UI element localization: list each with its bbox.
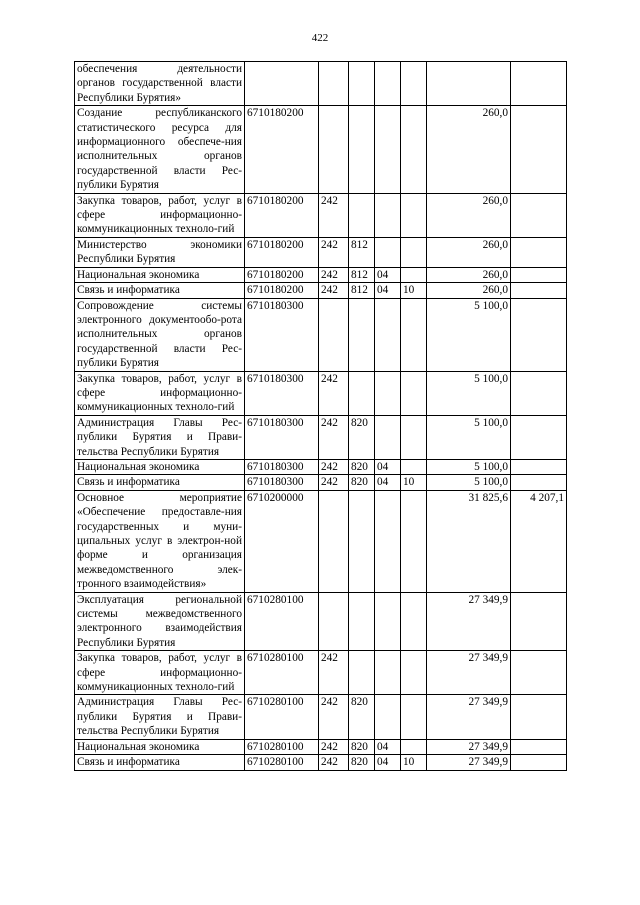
amount-extra-cell xyxy=(511,459,567,474)
administrator-code-cell: 812 xyxy=(349,267,375,282)
row-name-cell: Национальная экономика xyxy=(75,739,245,754)
section-code-cell: 04 xyxy=(375,739,401,754)
subsection-code-cell xyxy=(401,459,427,474)
row-name-cell: Связь и информатика xyxy=(75,475,245,490)
amount-extra-cell xyxy=(511,475,567,490)
target-article-code-cell: 6710280100 xyxy=(245,651,319,695)
row-name-cell: Закупка товаров, работ, услуг в сфере информационно-коммуникационных техноло-гий xyxy=(75,193,245,237)
amount-extra-cell xyxy=(511,298,567,371)
row-name-cell: Национальная экономика xyxy=(75,459,245,474)
expense-type-cell: 242 xyxy=(319,755,349,770)
amount-extra-cell xyxy=(511,415,567,459)
table-row xyxy=(75,283,567,298)
amount-cell: 31 825,6 xyxy=(427,490,511,592)
subsection-code-cell xyxy=(401,298,427,371)
amount-cell: 5 100,0 xyxy=(427,475,511,490)
amount-cell: 260,0 xyxy=(427,267,511,282)
row-name-cell: Создание республиканского статистического ресурса для информационного обеспече-ния исполнительных органов государственной власти Рес-публики Бурятия xyxy=(75,106,245,193)
section-code-cell xyxy=(375,415,401,459)
table-row xyxy=(75,475,567,490)
row-name-cell: обеспечения деятельности органов государственной власти Республики Бурятия» xyxy=(75,62,245,106)
section-code-cell: 04 xyxy=(375,755,401,770)
target-article-code-cell: 6710180300 xyxy=(245,371,319,415)
amount-extra-cell xyxy=(511,695,567,739)
amount-extra-cell: 4 207,1 xyxy=(511,490,567,592)
expense-type-cell xyxy=(319,298,349,371)
amount-cell: 5 100,0 xyxy=(427,371,511,415)
table-row xyxy=(75,490,567,592)
row-name-cell: Национальная экономика xyxy=(75,267,245,282)
expense-type-cell xyxy=(319,490,349,592)
administrator-code-cell: 812 xyxy=(349,283,375,298)
expense-type-cell: 242 xyxy=(319,475,349,490)
row-name-cell: Сопровождение системы электронного документообо-рота исполнительных органов государственной власти Рес-публики Бурятия xyxy=(75,298,245,371)
administrator-code-cell: 820 xyxy=(349,459,375,474)
section-code-cell: 04 xyxy=(375,267,401,282)
subsection-code-cell: 10 xyxy=(401,283,427,298)
section-code-cell xyxy=(375,298,401,371)
expense-type-cell xyxy=(319,106,349,193)
subsection-code-cell xyxy=(401,371,427,415)
administrator-code-cell xyxy=(349,193,375,237)
table-row xyxy=(75,193,567,237)
target-article-code-cell: 6710180200 xyxy=(245,237,319,267)
amount-extra-cell xyxy=(511,739,567,754)
table-row xyxy=(75,415,567,459)
table-row xyxy=(75,695,567,739)
expense-type-cell: 242 xyxy=(319,651,349,695)
subsection-code-cell xyxy=(401,267,427,282)
section-code-cell xyxy=(375,106,401,193)
expense-type-cell: 242 xyxy=(319,415,349,459)
amount-cell: 27 349,9 xyxy=(427,651,511,695)
target-article-code-cell: 6710180200 xyxy=(245,283,319,298)
budget-table xyxy=(74,61,567,771)
amount-cell: 5 100,0 xyxy=(427,415,511,459)
page-number: 422 xyxy=(311,32,329,44)
expense-type-cell: 242 xyxy=(319,193,349,237)
amount-cell: 27 349,9 xyxy=(427,695,511,739)
row-name-cell: Закупка товаров, работ, услуг в сфере информационно-коммуникационных техноло-гий xyxy=(75,651,245,695)
expense-type-cell xyxy=(319,62,349,106)
table-row xyxy=(75,62,567,106)
subsection-code-cell: 10 xyxy=(401,755,427,770)
subsection-code-cell xyxy=(401,739,427,754)
section-code-cell xyxy=(375,371,401,415)
amount-extra-cell xyxy=(511,283,567,298)
section-code-cell xyxy=(375,695,401,739)
administrator-code-cell xyxy=(349,592,375,651)
amount-cell: 27 349,9 xyxy=(427,739,511,754)
section-code-cell xyxy=(375,651,401,695)
table-row xyxy=(75,755,567,770)
table-row xyxy=(75,106,567,193)
expense-type-cell: 242 xyxy=(319,739,349,754)
amount-cell: 27 349,9 xyxy=(427,592,511,651)
target-article-code-cell: 6710280100 xyxy=(245,695,319,739)
subsection-code-cell xyxy=(401,106,427,193)
expense-type-cell xyxy=(319,592,349,651)
amount-extra-cell xyxy=(511,267,567,282)
administrator-code-cell: 820 xyxy=(349,695,375,739)
section-code-cell: 04 xyxy=(375,283,401,298)
amount-extra-cell xyxy=(511,193,567,237)
table-row xyxy=(75,592,567,651)
target-article-code-cell: 6710180200 xyxy=(245,193,319,237)
expense-type-cell: 242 xyxy=(319,267,349,282)
section-code-cell: 04 xyxy=(375,475,401,490)
amount-cell: 5 100,0 xyxy=(427,459,511,474)
table-row xyxy=(75,237,567,267)
target-article-code-cell xyxy=(245,62,319,106)
target-article-code-cell: 6710200000 xyxy=(245,490,319,592)
expense-type-cell: 242 xyxy=(319,695,349,739)
amount-cell xyxy=(427,62,511,106)
section-code-cell xyxy=(375,490,401,592)
section-code-cell xyxy=(375,62,401,106)
subsection-code-cell xyxy=(401,62,427,106)
subsection-code-cell: 10 xyxy=(401,475,427,490)
administrator-code-cell: 820 xyxy=(349,755,375,770)
target-article-code-cell: 6710180300 xyxy=(245,475,319,490)
amount-extra-cell xyxy=(511,592,567,651)
target-article-code-cell: 6710280100 xyxy=(245,739,319,754)
subsection-code-cell xyxy=(401,415,427,459)
administrator-code-cell: 812 xyxy=(349,237,375,267)
target-article-code-cell: 6710180300 xyxy=(245,298,319,371)
row-name-cell: Связь и информатика xyxy=(75,755,245,770)
section-code-cell xyxy=(375,237,401,267)
row-name-cell: Министерство экономики Республики Бурятия xyxy=(75,237,245,267)
section-code-cell xyxy=(375,193,401,237)
amount-extra-cell xyxy=(511,106,567,193)
table-row xyxy=(75,651,567,695)
administrator-code-cell xyxy=(349,62,375,106)
table-row xyxy=(75,267,567,282)
subsection-code-cell xyxy=(401,651,427,695)
row-name-cell: Закупка товаров, работ, услуг в сфере информационно-коммуникационных техноло-гий xyxy=(75,371,245,415)
amount-extra-cell xyxy=(511,62,567,106)
target-article-code-cell: 6710180200 xyxy=(245,106,319,193)
subsection-code-cell xyxy=(401,193,427,237)
amount-cell: 27 349,9 xyxy=(427,755,511,770)
section-code-cell xyxy=(375,592,401,651)
target-article-code-cell: 6710280100 xyxy=(245,592,319,651)
row-name-cell: Администрация Главы Рес-публики Бурятия и Прави-тельства Республики Бурятия xyxy=(75,695,245,739)
amount-extra-cell xyxy=(511,755,567,770)
amount-cell: 260,0 xyxy=(427,283,511,298)
amount-cell: 260,0 xyxy=(427,237,511,267)
amount-cell: 260,0 xyxy=(427,106,511,193)
expense-type-cell: 242 xyxy=(319,237,349,267)
administrator-code-cell xyxy=(349,106,375,193)
table-row xyxy=(75,459,567,474)
subsection-code-cell xyxy=(401,490,427,592)
table-row xyxy=(75,739,567,754)
amount-extra-cell xyxy=(511,371,567,415)
table-row xyxy=(75,298,567,371)
amount-extra-cell xyxy=(511,237,567,267)
amount-extra-cell xyxy=(511,651,567,695)
subsection-code-cell xyxy=(401,237,427,267)
row-name-cell: Связь и информатика xyxy=(75,283,245,298)
target-article-code-cell: 6710180200 xyxy=(245,267,319,282)
expense-type-cell: 242 xyxy=(319,283,349,298)
administrator-code-cell: 820 xyxy=(349,475,375,490)
administrator-code-cell xyxy=(349,298,375,371)
expense-type-cell: 242 xyxy=(319,371,349,415)
expense-type-cell: 242 xyxy=(319,459,349,474)
row-name-cell: Администрация Главы Рес-публики Бурятия и Прави-тельства Республики Бурятия xyxy=(75,415,245,459)
subsection-code-cell xyxy=(401,592,427,651)
section-code-cell: 04 xyxy=(375,459,401,474)
administrator-code-cell xyxy=(349,371,375,415)
table-row xyxy=(75,371,567,415)
administrator-code-cell xyxy=(349,651,375,695)
subsection-code-cell xyxy=(401,695,427,739)
row-name-cell: Основное мероприятие «Обеспечение предоставле-ния государственных и муни-ципальных услуг в электрон-ной форме и организация межведомственного элек-тронного взаимодействия» xyxy=(75,490,245,592)
target-article-code-cell: 6710180300 xyxy=(245,459,319,474)
row-name-cell: Эксплуатация региональной системы межведомственного электронного взаимодействия Республики Бурятия xyxy=(75,592,245,651)
target-article-code-cell: 6710180300 xyxy=(245,415,319,459)
amount-cell: 5 100,0 xyxy=(427,298,511,371)
target-article-code-cell: 6710280100 xyxy=(245,755,319,770)
administrator-code-cell: 820 xyxy=(349,415,375,459)
administrator-code-cell: 820 xyxy=(349,739,375,754)
amount-cell: 260,0 xyxy=(427,193,511,237)
administrator-code-cell xyxy=(349,490,375,592)
